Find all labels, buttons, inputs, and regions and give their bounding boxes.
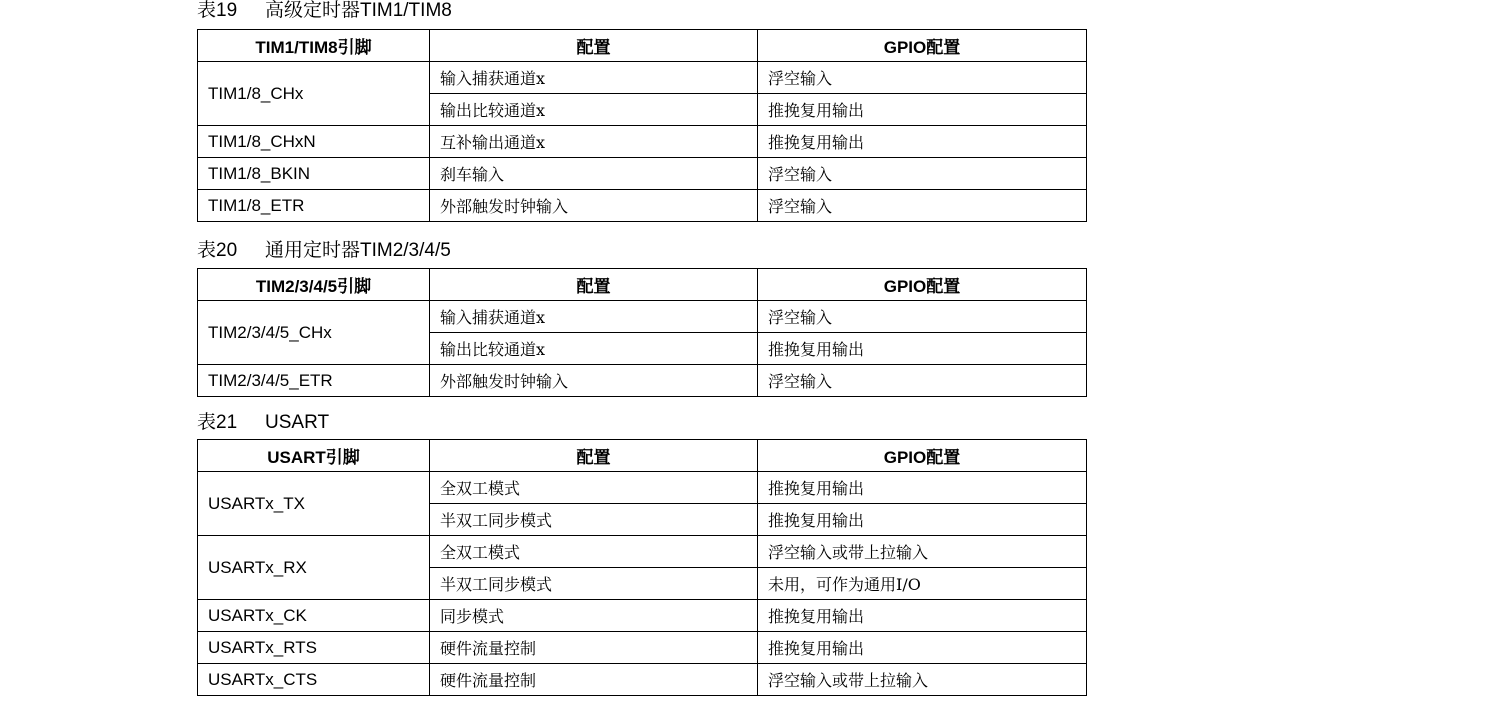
table-title: 高级定时器TIM1/TIM8 <box>265 0 452 21</box>
table-row <box>198 158 1087 190</box>
table-number: 表20 <box>197 240 238 261</box>
config-cell: 全双工模式 <box>430 472 758 504</box>
column-header-gpio: GPIO配置 <box>758 30 1087 62</box>
config-cell: 半双工同步模式 <box>430 568 758 600</box>
table-caption <box>197 0 1087 29</box>
table-caption <box>197 407 1087 439</box>
header-row <box>198 440 1087 472</box>
gpio-cell: 浮空输入 <box>758 301 1087 333</box>
table-row <box>198 632 1087 664</box>
config-cell: 输出比较通道x <box>430 94 758 126</box>
config-cell: 同步模式 <box>430 600 758 632</box>
column-header-config: 配置 <box>430 269 758 301</box>
pin-cell: USARTx_CK <box>198 600 430 632</box>
pin-cell: USARTx_CTS <box>198 664 430 696</box>
gpio-cell: 浮空输入 <box>758 190 1087 222</box>
table-tim2-5 <box>197 268 1087 397</box>
gpio-cell: 浮空输入 <box>758 158 1087 190</box>
config-cell: 全双工模式 <box>430 536 758 568</box>
column-header-config: 配置 <box>430 30 758 62</box>
table-row <box>198 301 1087 333</box>
document-page <box>197 0 1087 696</box>
gpio-cell: 未用，可作为通用I/O <box>758 568 1087 600</box>
pin-cell: USARTx_RTS <box>198 632 430 664</box>
column-header-pin: TIM1/TIM8引脚 <box>198 30 430 62</box>
pin-cell: TIM1/8_ETR <box>198 190 430 222</box>
gpio-cell: 浮空输入 <box>758 365 1087 397</box>
table-number: 表19 <box>197 0 238 21</box>
gpio-cell: 推挽复用输出 <box>758 94 1087 126</box>
column-header-pin: TIM2/3/4/5引脚 <box>198 269 430 301</box>
table-row <box>198 62 1087 94</box>
gpio-cell: 浮空输入或带上拉输入 <box>758 536 1087 568</box>
table-caption <box>197 234 1087 268</box>
table-row <box>198 365 1087 397</box>
config-cell: 输入捕获通道x <box>430 301 758 333</box>
config-cell: 半双工同步模式 <box>430 504 758 536</box>
config-cell: 外部触发时钟输入 <box>430 365 758 397</box>
gpio-cell: 推挽复用输出 <box>758 632 1087 664</box>
config-cell: 输出比较通道x <box>430 333 758 365</box>
pin-cell: TIM1/8_BKIN <box>198 158 430 190</box>
header-row <box>198 269 1087 301</box>
table-row <box>198 472 1087 504</box>
column-header-gpio: GPIO配置 <box>758 269 1087 301</box>
table-row <box>198 664 1087 696</box>
column-header-pin: USART引脚 <box>198 440 430 472</box>
pin-cell: TIM1/8_CHx <box>198 62 430 126</box>
gpio-cell: 推挽复用输出 <box>758 126 1087 158</box>
table-row <box>198 126 1087 158</box>
pin-cell: USARTx_TX <box>198 472 430 536</box>
gpio-cell: 推挽复用输出 <box>758 333 1087 365</box>
table-row <box>198 190 1087 222</box>
config-cell: 硬件流量控制 <box>430 664 758 696</box>
header-row <box>198 30 1087 62</box>
gpio-cell: 推挽复用输出 <box>758 600 1087 632</box>
table-title: 通用定时器TIM2/3/4/5 <box>265 240 451 261</box>
table-title: USART <box>265 412 330 433</box>
pin-cell: TIM1/8_CHxN <box>198 126 430 158</box>
config-cell: 外部触发时钟输入 <box>430 190 758 222</box>
config-cell: 输入捕获通道x <box>430 62 758 94</box>
pin-cell: TIM2/3/4/5_CHx <box>198 301 430 365</box>
gpio-cell: 推挽复用输出 <box>758 472 1087 504</box>
gpio-cell: 浮空输入 <box>758 62 1087 94</box>
gpio-cell: 推挽复用输出 <box>758 504 1087 536</box>
config-cell: 刹车输入 <box>430 158 758 190</box>
column-header-config: 配置 <box>430 440 758 472</box>
pin-cell: USARTx_RX <box>198 536 430 600</box>
table-usart <box>197 439 1087 696</box>
table-tim1-tim8 <box>197 29 1087 222</box>
pin-cell: TIM2/3/4/5_ETR <box>198 365 430 397</box>
config-cell: 硬件流量控制 <box>430 632 758 664</box>
column-header-gpio: GPIO配置 <box>758 440 1087 472</box>
table-row <box>198 536 1087 568</box>
gpio-cell: 浮空输入或带上拉输入 <box>758 664 1087 696</box>
config-cell: 互补输出通道x <box>430 126 758 158</box>
table-number: 表21 <box>197 412 238 433</box>
table-row <box>198 600 1087 632</box>
